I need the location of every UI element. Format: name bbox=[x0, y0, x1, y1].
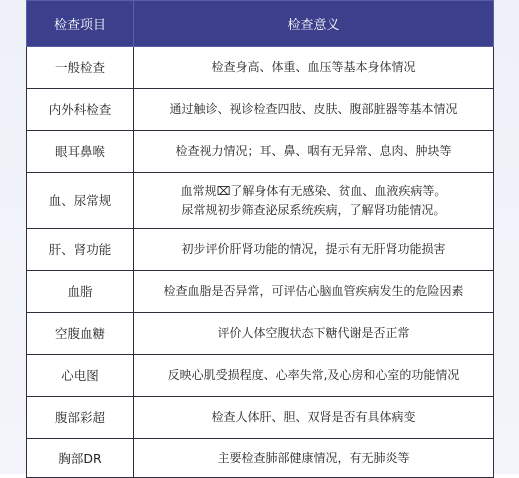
meaning-line: 检查血脂是否异常，可评估心脑血管疾病发生的危险因素 bbox=[163, 284, 464, 298]
table-row bbox=[27, 229, 494, 271]
table-row bbox=[27, 313, 494, 355]
meaning-line: 反映心肌受损程度、心率失常,及心房和心室的功能情况 bbox=[167, 368, 460, 382]
meaning-line: 血常规⌧了解身体有无感染、贫血、血液疾病等。 bbox=[180, 183, 447, 198]
column-header-item: 检查项目 bbox=[27, 1, 134, 47]
check-item: 血、尿常规 bbox=[27, 173, 134, 229]
check-item: 胸部DR bbox=[27, 439, 134, 478]
check-item: 血脂 bbox=[27, 271, 134, 313]
check-item: 一般检查 bbox=[27, 47, 134, 89]
table-row bbox=[27, 47, 494, 89]
check-meaning bbox=[134, 355, 494, 397]
table-row bbox=[27, 439, 494, 478]
table-header-row bbox=[27, 1, 494, 47]
check-item: 空腹血糖 bbox=[27, 313, 134, 355]
meaning-line: 评价人体空腹状态下糖代谢是否正常 bbox=[217, 326, 410, 340]
table-row bbox=[27, 271, 494, 313]
check-item: 内外科检查 bbox=[27, 89, 134, 131]
check-meaning bbox=[134, 47, 494, 89]
check-meaning bbox=[134, 89, 494, 131]
check-item: 肝、肾功能 bbox=[27, 229, 134, 271]
check-meaning bbox=[134, 439, 494, 478]
meaning-line: 通过触诊、视诊检查四肢、皮肤、腹部脏器等基本情况 bbox=[169, 102, 458, 116]
check-item: 心电图 bbox=[27, 355, 134, 397]
meaning-line: 检查视力情况；耳、鼻、咽有无异常、息肉、肿块等 bbox=[175, 144, 452, 158]
meaning-line: 检查身高、体重、血压等基本身体情况 bbox=[211, 60, 416, 74]
column-header-meaning: 检查意义 bbox=[134, 1, 494, 47]
meaning-line: 主要检查肺部健康情况，有无肺炎等 bbox=[217, 450, 410, 465]
meaning-line: 初步评价肝肾功能的情况，提示有无肝肾功能损害 bbox=[181, 242, 446, 256]
table-row bbox=[27, 173, 494, 229]
check-meaning bbox=[134, 131, 494, 173]
table-row bbox=[27, 131, 494, 173]
table-row bbox=[27, 89, 494, 131]
check-item: 眼耳鼻喉 bbox=[27, 131, 134, 173]
meaning-line: 检查人体肝、胆、双肾是否有具体病变 bbox=[211, 410, 416, 424]
table-row bbox=[27, 355, 494, 397]
check-meaning bbox=[134, 271, 494, 313]
check-meaning bbox=[134, 229, 494, 271]
health-check-table bbox=[26, 0, 494, 478]
table-row bbox=[27, 397, 494, 439]
meaning-line: 尿常规初步筛查泌尿系统疾病，了解肾功能情况。 bbox=[181, 202, 446, 217]
check-meaning bbox=[134, 313, 494, 355]
check-meaning bbox=[134, 173, 494, 229]
check-item: 腹部彩超 bbox=[27, 397, 134, 439]
check-meaning bbox=[134, 397, 494, 439]
